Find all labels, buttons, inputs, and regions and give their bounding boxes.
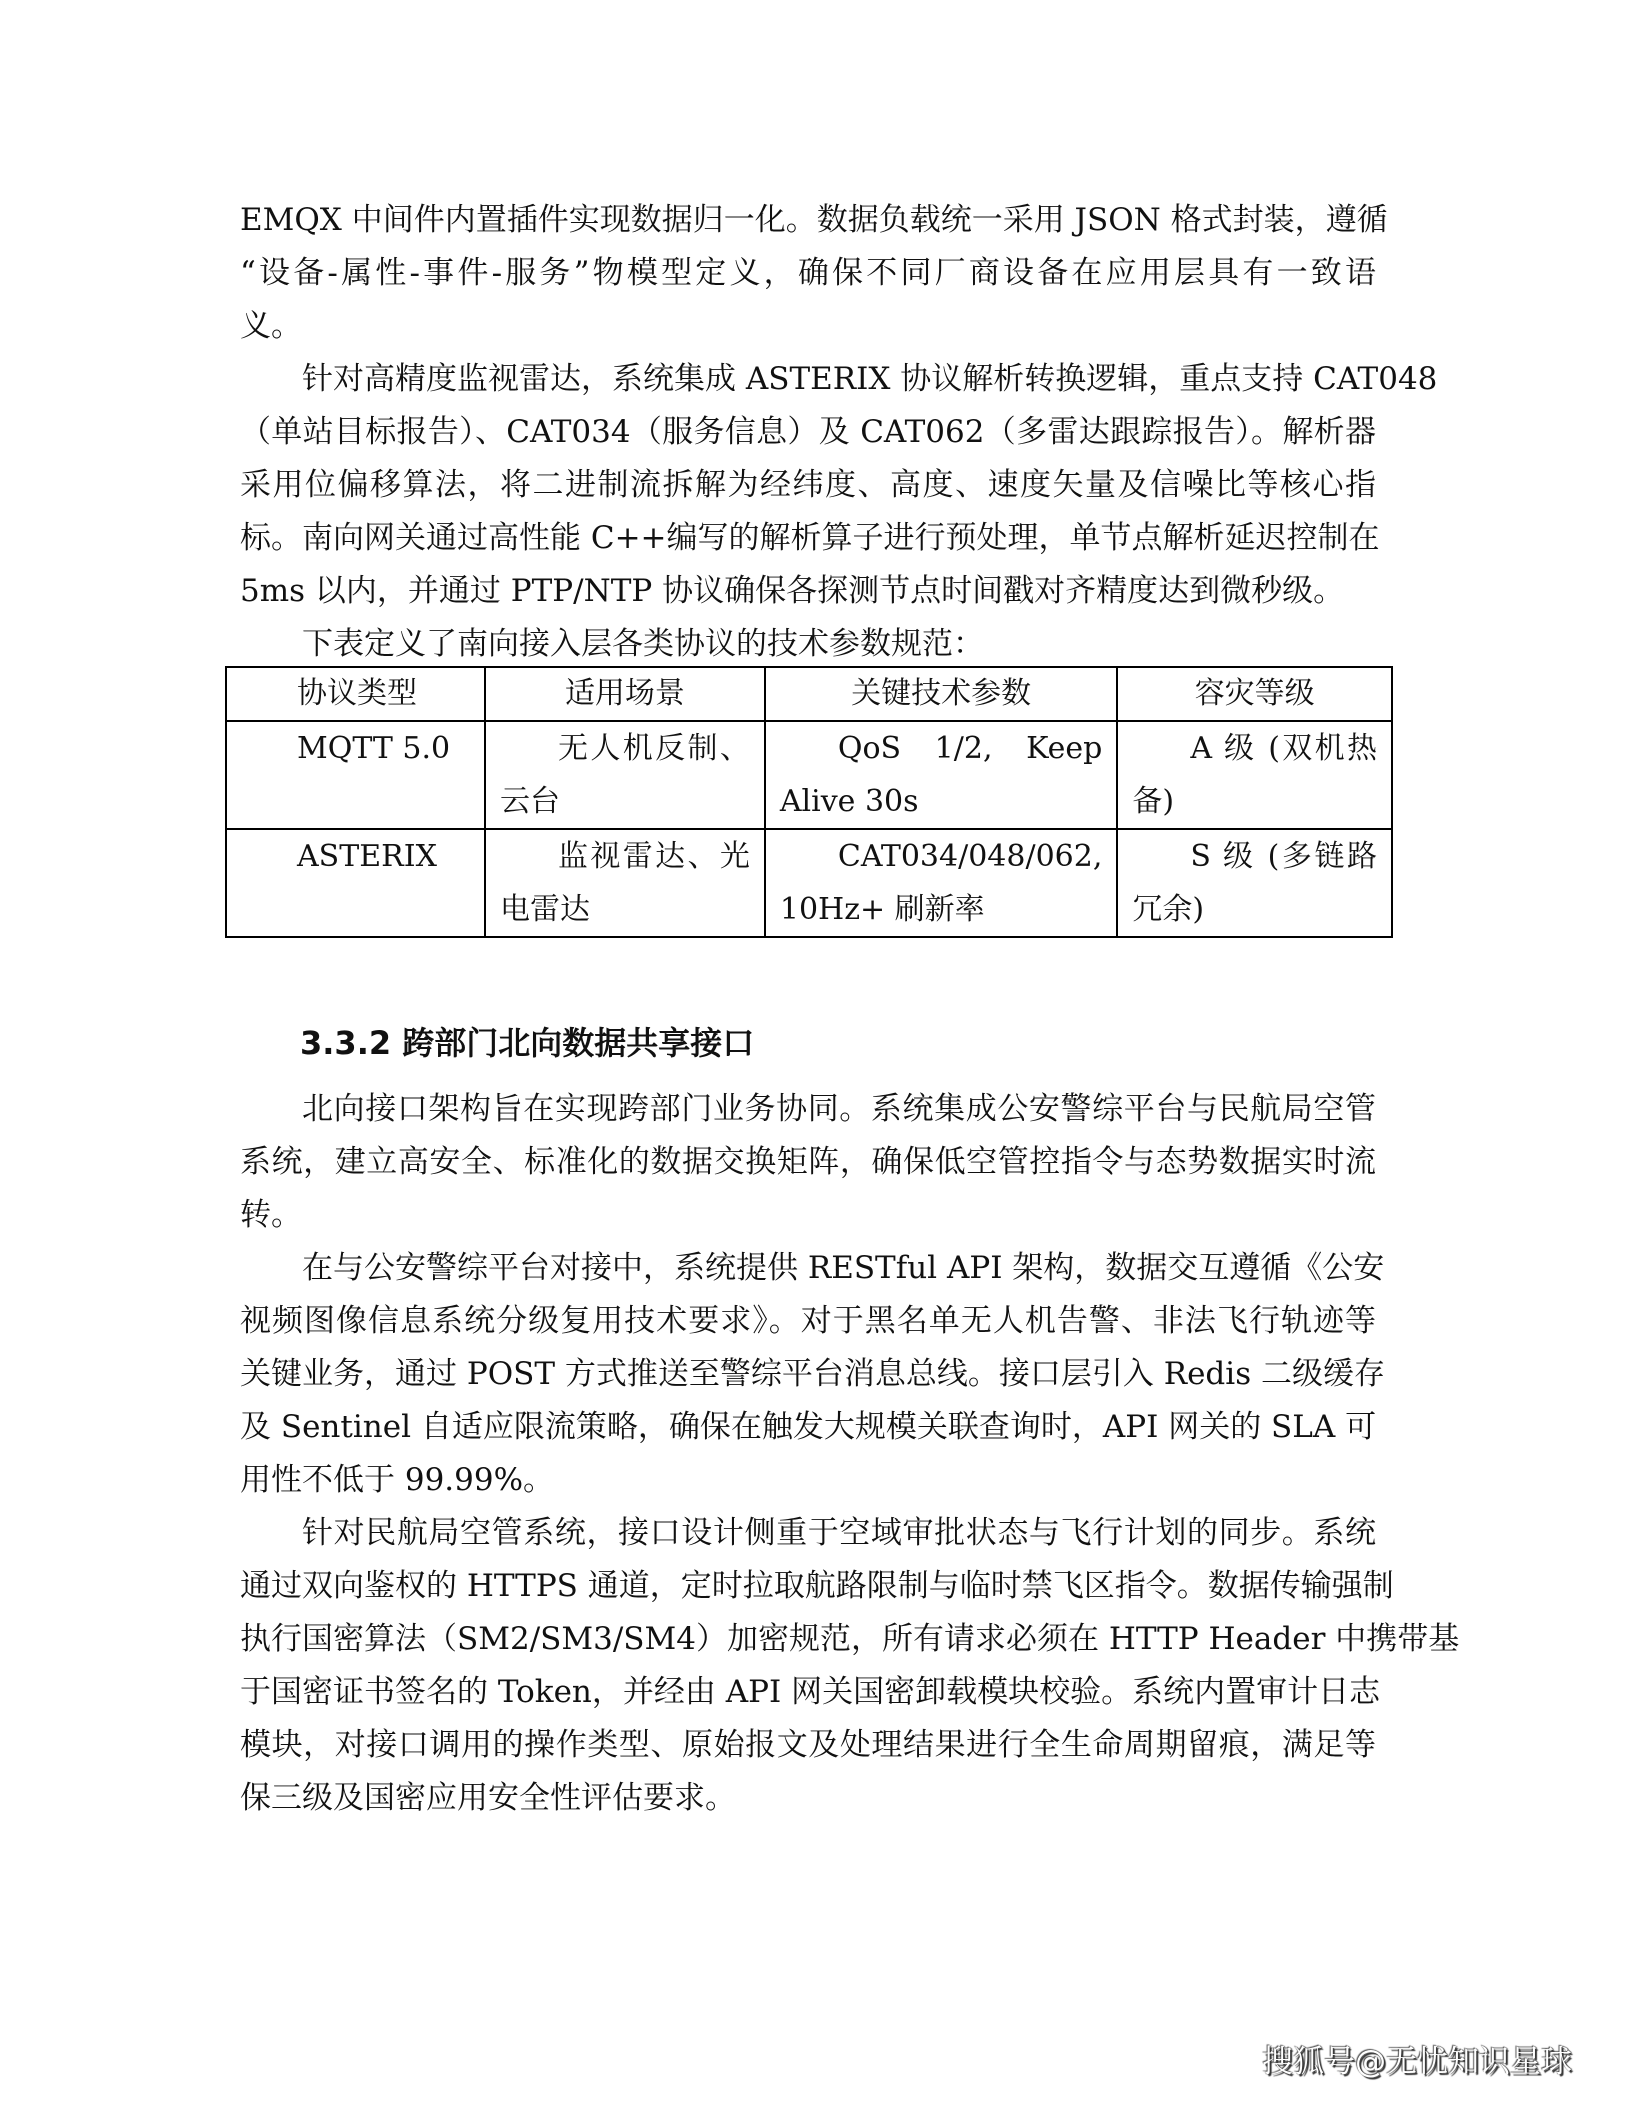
text-line: EMQX 中间件内置插件实现数据归一化。数据负载统一采用 JSON 格式封装，遵循 [240,202,1388,238]
column-header: 关键技术参数 [765,667,1118,721]
text-line: 北向接口架构旨在实现跨部门业务协同。系统集成公安警综平台与民航局空管 [302,1091,1376,1127]
cell-line: A 级 (双机热 [1190,731,1377,766]
text-line: 执行国密算法（SM2/SM3/SM4）加密规范，所有请求必须在 HTTP Header 中携带基 [240,1621,1460,1657]
cell-line: MQTT 5.0 [297,731,451,766]
text-line: 保三级及国密应用安全性评估要求。 [240,1780,736,1816]
cell-line: S 级 (多链路 [1190,839,1377,874]
text-line: 针对高精度监视雷达，系统集成 ASTERIX 协议解析转换逻辑，重点支持 CAT048 [302,361,1438,397]
text-line: 采用位偏移算法，将二进制流拆解为经纬度、高度、速度矢量及信噪比等核心指 [240,467,1376,503]
cell-line: 冗余) [1132,892,1205,927]
table-header-row [226,667,1392,721]
cell-line: Alive 30s [779,784,919,819]
table-caption: 下表定义了南向接入层各类协议的技术参数规范： [302,626,984,662]
cell-line: 备) [1132,784,1175,819]
column-header: 适用场景 [485,667,765,721]
table-cell [226,721,485,829]
column-header: 协议类型 [226,667,485,721]
text-line: 系统，建立高安全、标准化的数据交换矩阵，确保低空管控指令与态势数据实时流 [240,1144,1376,1180]
cell-line: ASTERIX [297,839,437,874]
cell-line: QoS 1/2, Keep [837,731,1103,766]
table-cell [485,829,765,937]
cell-line: 云台 [500,784,561,819]
text-line: 通过双向鉴权的 HTTPS 通道，定时拉取航路限制与临时禁飞区指令。数据传输强制 [240,1568,1394,1604]
text-line: 及 Sentinel 自适应限流策略，确保在触发大规模关联查询时，API 网关的 SLA 可 [240,1409,1377,1445]
table-row [226,829,1392,937]
text-line: 用性不低于 99.99%。 [240,1462,555,1498]
text-line: 针对民航局空管系统，接口设计侧重于空域审批状态与飞行计划的同步。系统 [302,1515,1376,1551]
table-cell [765,829,1118,937]
text-line: 5ms 以内，并通过 PTP/NTP 协议确保各探测节点时间戳对齐精度达到微秒级。 [240,573,1345,609]
text-line: 在与公安警综平台对接中，系统提供 RESTful API 架构，数据交互遵循《公安 [302,1250,1385,1286]
body-text-section-1 [240,194,1438,618]
table-cell [1117,829,1392,937]
text-line: （单站目标报告）、CAT034（服务信息）及 CAT062（多雷达跟踪报告）。解析器 [240,414,1376,450]
text-line: 视频图像信息系统分级复用技术要求》。对于黑名单无人机告警、非法飞行轨迹等 [240,1303,1376,1339]
column-header: 容灾等级 [1117,667,1392,721]
table-cell [485,721,765,829]
table-cell [1117,721,1392,829]
text-line: 转。 [240,1197,302,1233]
text-line: “设备-属性-事件-服务”物模型定义，确保不同厂商设备在应用层具有一致语 [240,255,1376,291]
protocol-spec-table [225,666,1393,938]
text-line: 义。 [240,308,302,344]
cell-line: 10Hz+ 刷新率 [779,892,985,927]
cell-line: 电雷达 [500,892,591,927]
text-line: 于国密证书签名的 Token，并经由 API 网关国密卸载模块校验。系统内置审计日志 [240,1674,1381,1710]
cell-line: 无人机反制、 [558,731,750,766]
body-text-section-2 [240,1083,1460,1825]
section-heading: 3.3.2 跨部门北向数据共享接口 [300,1024,755,1062]
text-line: 模块，对接口调用的操作类型、原始报文及处理结果进行全生命周期留痕，满足等 [240,1727,1376,1763]
table-row [226,721,1392,829]
cell-line: CAT034/048/062, [837,839,1103,874]
cell-line: 监视雷达、光 [558,839,750,874]
text-line: 关键业务，通过 POST 方式推送至警综平台消息总线。接口层引入 Redis 二级缓存 [240,1356,1385,1392]
table-cell [765,721,1118,829]
text-line: 标。南向网关通过高性能 C++编写的解析算子进行预处理，单节点解析延迟控制在 [240,520,1380,556]
table-cell [226,829,485,937]
watermark: 搜狐号@无忧知识星球 [1262,2044,1572,2080]
